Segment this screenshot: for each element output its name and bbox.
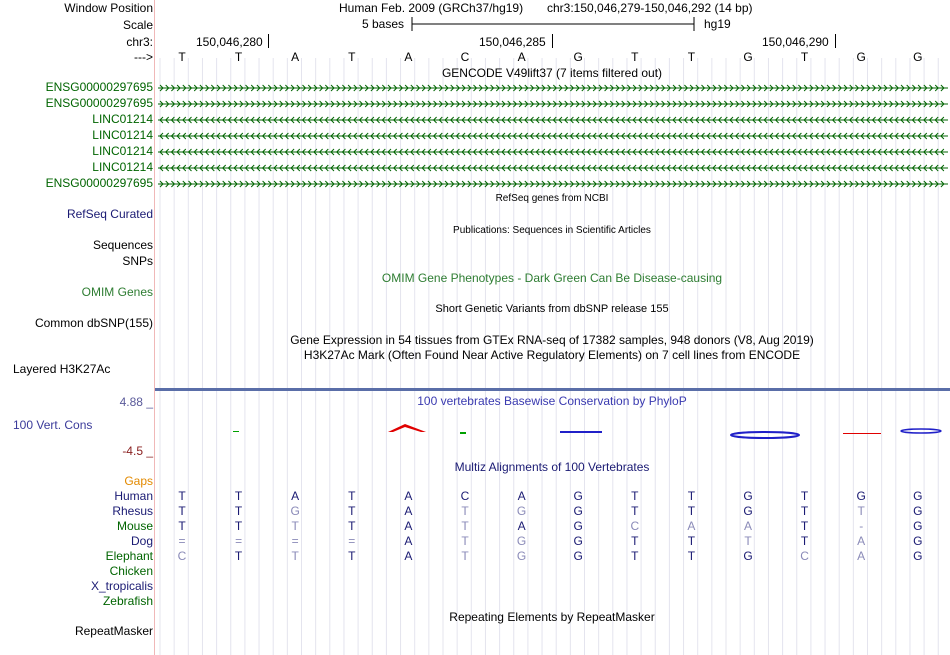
gencode-feature[interactable] [158, 131, 948, 141]
tick-label: 150,046,290 [762, 35, 829, 49]
alignment-base: G [516, 534, 527, 548]
alignment-base: G [913, 489, 923, 503]
alignment-base: T [687, 549, 696, 563]
species-label[interactable]: Elephant [105, 549, 153, 563]
alignment-base: T [234, 489, 243, 503]
species-label[interactable]: Zebrafish [102, 594, 153, 608]
alignment-base: = [348, 534, 356, 548]
phylop-graph [155, 415, 950, 450]
reference-base: A [291, 50, 300, 64]
reference-base: A [404, 50, 413, 64]
gencode-feature[interactable] [158, 115, 948, 125]
publications-title: Publications: Sequences in Scientific Articles [453, 225, 651, 236]
position-range[interactable]: chr3:150,046,279-150,046,292 (14 bp) [547, 1, 753, 15]
reference-base: G [856, 50, 866, 64]
gencode-feature[interactable] [158, 163, 948, 173]
tick-mark [552, 34, 553, 48]
alignment-base: T [631, 489, 639, 503]
alignment-base: A [687, 519, 696, 533]
alignment-base: G [913, 519, 923, 533]
gencode-item-label[interactable]: ENSG00000297695 [45, 96, 153, 110]
alignment-base: G [516, 504, 527, 518]
alignment-base: T [348, 519, 356, 533]
gencode-title: GENCODE V49lift37 (7 items filtered out) [441, 66, 663, 80]
chrom-label: chr3: [126, 35, 153, 49]
alignment-base: G [573, 489, 583, 503]
alignment-base: T [291, 549, 299, 563]
refseq-title: RefSeq genes from NCBI [495, 193, 609, 204]
species-label[interactable]: Chicken [109, 564, 153, 578]
gencode-feature[interactable] [158, 179, 948, 189]
reference-base: C [460, 50, 470, 64]
alignment-base: T [800, 504, 809, 518]
alignment-base: G [913, 549, 923, 563]
alignment-base: T [234, 549, 243, 563]
alignment-base: A [291, 489, 300, 503]
refseq-label[interactable]: RefSeq Curated [66, 207, 153, 221]
alignment-base: T [631, 549, 639, 563]
gencode-feature[interactable] [158, 99, 948, 109]
alignment-base: G [743, 504, 753, 518]
alignment-base: A [517, 489, 526, 503]
species-label[interactable]: Mouse [116, 519, 153, 533]
alignment-base: = [291, 534, 299, 548]
alignment-base: G [573, 519, 583, 533]
reference-base: G [913, 50, 923, 64]
alignment-base: T [744, 534, 752, 548]
repeatmasker-label[interactable]: RepeatMasker [74, 624, 153, 638]
reference-base: G [573, 50, 583, 64]
alignment-base: G [290, 504, 300, 518]
alignment-base: G [743, 549, 753, 563]
phylop-peak [731, 432, 799, 438]
alignment-base: A [517, 519, 526, 533]
alignment-base: C [460, 489, 470, 503]
phylop-bar [460, 432, 466, 434]
h3k27-title: H3K27Ac Mark (Often Found Near Active Regulatory Elements) on 7 cell lines from ENCODE [303, 348, 801, 362]
alignment-base: A [404, 519, 413, 533]
alignment-base: A [743, 519, 752, 533]
alignment-base: A [404, 489, 413, 503]
phylop-bar [560, 431, 602, 433]
dbsnp-label[interactable]: Common dbSNP(155) [34, 316, 153, 330]
gencode-feature[interactable] [158, 83, 948, 93]
species-label[interactable]: Rhesus [112, 504, 153, 518]
alignment-base: T [178, 504, 186, 518]
alignment-base: A [404, 504, 413, 518]
tick-label: 150,046,285 [479, 35, 546, 49]
phylop-max-label: 4.88 _ [119, 395, 153, 409]
alignment-base: A [857, 534, 866, 548]
alignment-base: G [913, 534, 923, 548]
tick-mark [268, 34, 269, 48]
alignment-base: A [404, 534, 413, 548]
alignment-base: = [178, 534, 186, 548]
alignment-base: A [404, 549, 413, 563]
sequences-label[interactable]: Sequences [92, 238, 153, 252]
reference-base: T [631, 50, 639, 64]
alignment-base: T [348, 504, 356, 518]
multiz-title: Multiz Alignments of 100 Vertebrates [454, 460, 650, 474]
track-separator [155, 388, 950, 391]
alignment-base: A [857, 549, 866, 563]
alignment-base: T [800, 534, 809, 548]
species-label[interactable]: Human [114, 489, 153, 503]
gencode-item-label[interactable]: ENSG00000297695 [45, 80, 153, 94]
alignment-base: G [573, 549, 583, 563]
alignment-base: T [800, 489, 809, 503]
alignment-base: T [348, 549, 356, 563]
alignment-base: T [687, 534, 696, 548]
alignment-base: C [177, 549, 187, 563]
alignment-base: T [461, 534, 469, 548]
phylop-bar [233, 431, 239, 432]
gtex-title: Gene Expression in 54 tissues from GTEx RNA-seq of 17382 samples, 948 donors (V8, Aug 2019) [290, 333, 814, 347]
dbsnp-title: Short Genetic Variants from dbSNP release 155 [435, 303, 669, 315]
alignment-base: T [857, 504, 865, 518]
alignment-base: T [461, 549, 469, 563]
alignment-base: T [178, 489, 186, 503]
species-label[interactable]: Dog [130, 534, 153, 548]
gencode-item-label[interactable]: LINC01214 [92, 128, 153, 142]
snps-label[interactable]: SNPs [122, 254, 153, 268]
repeatmasker-title: Repeating Elements by RepeatMasker [449, 610, 655, 624]
alignment-base: C [630, 519, 640, 533]
alignment-base: G [856, 489, 866, 503]
gencode-item-label[interactable]: LINC01214 [92, 144, 153, 158]
alignment-base: T [461, 504, 469, 518]
reference-base: T [348, 50, 356, 64]
alignment-base: G [743, 489, 753, 503]
alignment-base: C [800, 549, 809, 563]
label-track-divider [154, 0, 155, 655]
phylop-peak [901, 429, 941, 433]
reference-base: T [234, 50, 243, 64]
alignment-base: = [235, 534, 243, 548]
alignment-base: T [687, 504, 696, 518]
alignment-base: G [573, 504, 583, 518]
omim-title: OMIM Gene Phenotypes - Dark Green Can Be Disease-causing [381, 271, 723, 285]
gencode-item-label[interactable]: LINC01214 [92, 112, 153, 126]
alignment-base: T [291, 519, 299, 533]
alignment-base: T [631, 534, 639, 548]
gencode-item-label[interactable]: LINC01214 [92, 160, 153, 174]
alignment-base: - [859, 519, 864, 533]
alignment-base: T [234, 519, 243, 533]
alignment-base: G [573, 534, 583, 548]
scale-label: Scale [122, 18, 153, 32]
h3k27-label[interactable]: Layered H3K27Ac [13, 362, 111, 376]
assembly-title: Human Feb. 2009 (GRCh37/hg19) [339, 1, 524, 15]
conservation-label[interactable]: 100 Vert. Cons [13, 418, 93, 432]
reference-base: G [743, 50, 753, 64]
species-label[interactable]: X_tropicalis [90, 579, 153, 593]
scale-bar [410, 16, 700, 32]
reference-base: A [517, 50, 526, 64]
gencode-item-label[interactable]: ENSG00000297695 [45, 176, 153, 190]
reference-base: T [800, 50, 809, 64]
gencode-feature[interactable] [158, 147, 948, 157]
phylop-min-label: -4.5 _ [122, 444, 153, 458]
alignment-base: T [234, 504, 243, 518]
scale-text: 5 bases [362, 17, 405, 31]
db-label: hg19 [704, 17, 731, 31]
alignment-base: T [348, 489, 356, 503]
phylop-peak [388, 424, 426, 432]
reference-base: T [687, 50, 696, 64]
alignment-base: T [461, 519, 469, 533]
alignment-base: G [913, 504, 923, 518]
tick-label: 150,046,280 [196, 35, 263, 49]
omim-label[interactable]: OMIM Genes [81, 285, 153, 299]
phylop-bar [843, 433, 881, 434]
alignment-base: T [687, 489, 696, 503]
strand-arrow-label: ---> [134, 50, 153, 64]
gaps-label[interactable]: Gaps [124, 474, 153, 488]
alignment-base: T [178, 519, 186, 533]
reference-base: T [178, 50, 186, 64]
alignment-base: G [516, 549, 527, 563]
phylop-title: 100 vertebrates Basewise Conservation by PhyloP [417, 394, 687, 408]
alignment-base: T [631, 504, 639, 518]
window-position-label: Window Position [64, 1, 153, 15]
alignment-base: T [800, 519, 809, 533]
tick-mark [835, 34, 836, 48]
